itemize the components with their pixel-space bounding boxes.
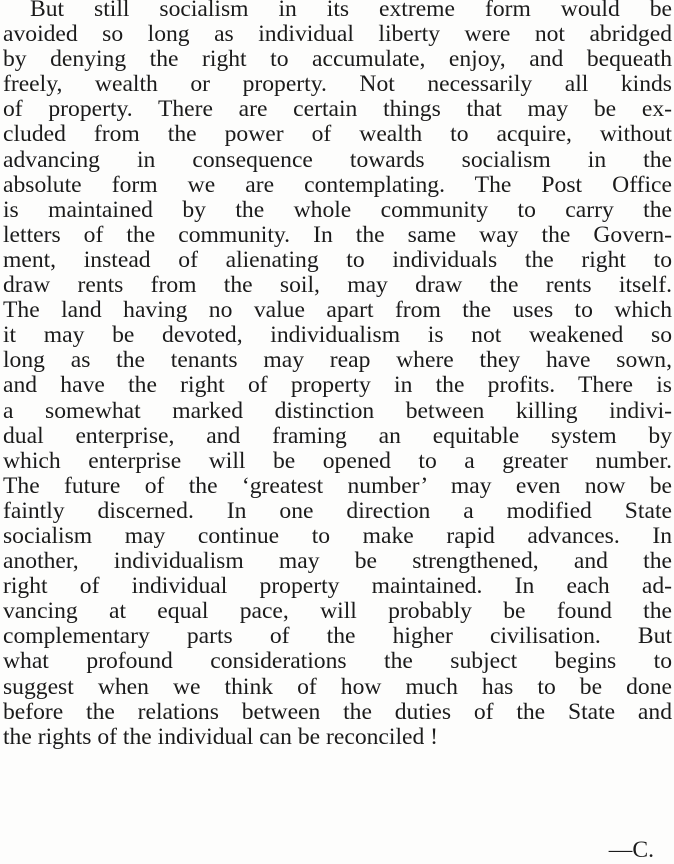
text-line: draw rents from the soil, may draw the rents itself. (3, 273, 672, 299)
text-line: advancing in consequence towards socialism in the (3, 147, 672, 173)
text-line: another, individualism may be strengthened, and the (3, 549, 672, 575)
text-line: which enterprise will be opened to a greater number. (3, 448, 672, 474)
text-line: what profound considerations the subject begins to (3, 649, 672, 675)
text-line: before the relations between the duties of the State and (3, 699, 672, 725)
text-line: complementary parts of the higher civilisation. But (3, 624, 672, 650)
text-line: But still socialism in its extreme form would be (30, 0, 672, 22)
text-line: dual enterprise, and framing an equitable system by (3, 423, 672, 449)
text-line: and have the right of property in the profits. There is (3, 373, 672, 399)
text-line: of property. There are certain things that may be ex- (3, 97, 672, 123)
text-line: freely, wealth or property. Not necessarily all kinds (3, 72, 672, 98)
text-line: socialism may continue to make rapid advances. In (3, 523, 672, 549)
text-line: faintly discerned. In one direction a modified State (3, 498, 672, 524)
text-line: right of individual property maintained. In each ad- (3, 574, 672, 600)
text-line: cluded from the power of wealth to acquire, without (3, 122, 672, 148)
text-line: ment, instead of alienating to individuals the right to (3, 247, 672, 273)
text-line: avoided so long as individual liberty were not abridged (3, 22, 672, 48)
text-line: by denying the right to accumulate, enjoy, and bequeath (3, 47, 672, 73)
text-line: The land having no value apart from the uses to which (3, 298, 672, 324)
text-line: is maintained by the whole community to carry the (3, 197, 672, 223)
text-line: letters of the community. In the same way the Govern- (3, 222, 672, 248)
text-line: the rights of the individual can be reconciled ! (3, 724, 439, 750)
text-line: a somewhat marked distinction between killing indivi- (3, 398, 672, 424)
text-line: it may be devoted, individualism is not weakened so (3, 323, 672, 349)
text-line: vancing at equal pace, will probably be found the (3, 599, 672, 625)
text-line: suggest when we think of how much has to be done (3, 674, 672, 700)
author-signature: —C. (608, 837, 654, 863)
article-body (3, 0, 672, 750)
text-line: The future of the ‘greatest number’ may even now be (3, 473, 672, 499)
text-line: long as the tenants may reap where they have sown, (3, 348, 672, 374)
text-line: absolute form we are contemplating. The Post Office (3, 172, 672, 198)
